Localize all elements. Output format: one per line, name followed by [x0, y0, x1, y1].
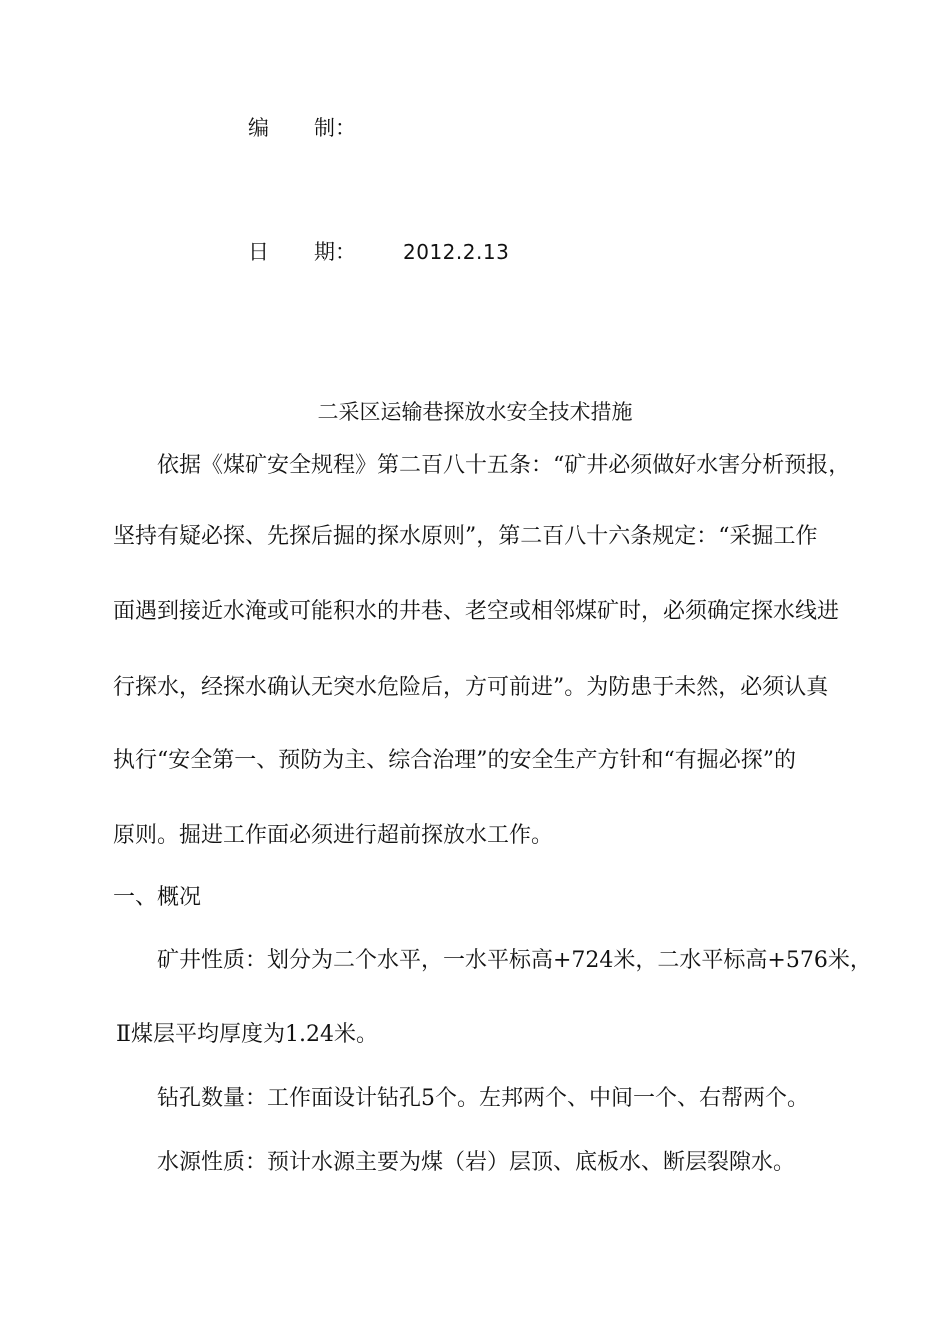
editor-field	[248, 113, 548, 143]
section-1-line-4: 水源性质：预计水源主要为煤（岩）层顶、底板水、断层裂隙水。	[157, 1150, 796, 1175]
intro-line-4: 行探水，经探水确认无突水危险后，方可前进”。为防患于未然，必须认真	[113, 675, 829, 700]
intro-line-6: 原则。掘进工作面必须进行超前探放水工作。	[113, 823, 554, 848]
date-label-char-2: 期：	[314, 240, 356, 264]
section-1-line-1: 矿井性质：划分为二个水平，一水平标高+724米，二水平标高+576米，	[157, 948, 872, 973]
section-1-line-3: 钻孔数量：工作面设计钻孔5个。左邦两个、中间一个、右帮两个。	[157, 1086, 809, 1111]
section-1-heading: 一、概况	[113, 885, 202, 910]
document-title: 二采区运输巷探放水安全技术措施	[317, 400, 633, 424]
intro-line-1: 依据《煤矿安全规程》第二百八十五条：“矿井必须做好水害分析预报，	[157, 453, 851, 478]
date-label-char-1: 日	[248, 240, 269, 264]
intro-line-3: 面遇到接近水淹或可能积水的井巷、老空或相邻煤矿时，必须确定探水线进	[113, 599, 840, 624]
date-value: 2012.2.13	[403, 240, 510, 264]
date-field	[248, 237, 648, 267]
intro-line-2: 坚持有疑必探、先探后掘的探水原则”，第二百八十六条规定：“采掘工作	[113, 524, 818, 549]
editor-label-char-2: 制：	[314, 116, 356, 140]
editor-label-char-1: 编	[248, 116, 269, 140]
section-1-line-2: Ⅱ煤层平均厚度为1.24米。	[116, 1022, 378, 1047]
intro-line-5: 执行“安全第一、预防为主、综合治理”的安全生产方针和“有掘必探”的	[113, 748, 796, 773]
